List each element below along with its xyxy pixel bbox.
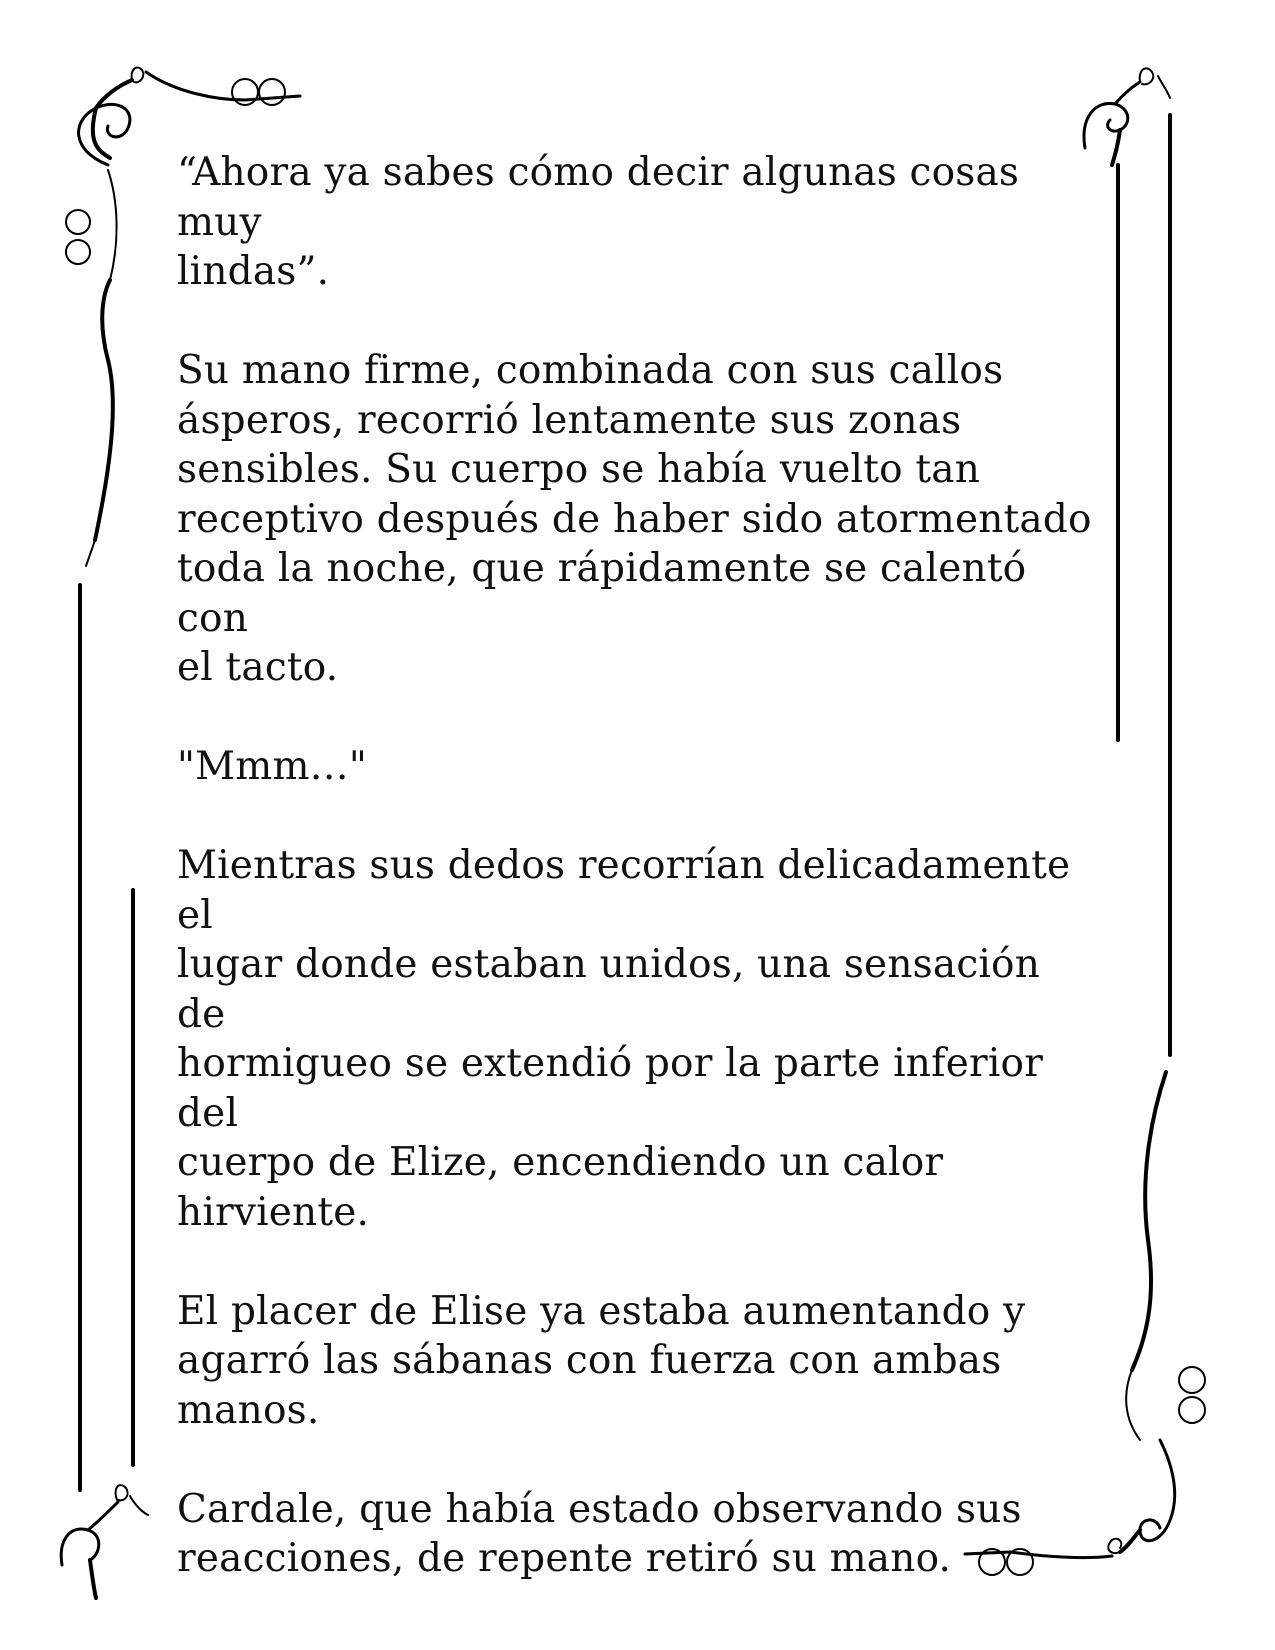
paragraph: El placer de Elise ya estaba aumentando y agarró las sábanas con fuerza con ambas manos.	[177, 1288, 1026, 1433]
paragraph: Cardale, que había estado observando sus reacciones, de repente retiró su mano.	[177, 1486, 1022, 1581]
page-body	[177, 148, 1097, 1633]
paragraph: Su mano firme, combinada con sus callos ásperos, recorrió lentamente sus zonas sensibles. Su cuerpo se había vuelto tan receptivo después de haber sido atormentado toda la noche, que rápidamente se calentó con el tacto.	[177, 348, 1092, 690]
paragraph: Mientras sus dedos recorrían delicadamente el lugar donde estaban unidos, una sensación de hormigueo se extendió por la parte inferior del cuerpo de Elize, encendiendo un calor hirviente.	[177, 843, 1071, 1235]
paragraph: "Mmm…"	[177, 744, 367, 789]
paragraph: “Ahora ya sabes cómo decir algunas cosas muy lindas”.	[177, 150, 1020, 294]
flourish-bottom-left-icon	[61, 1485, 148, 1598]
